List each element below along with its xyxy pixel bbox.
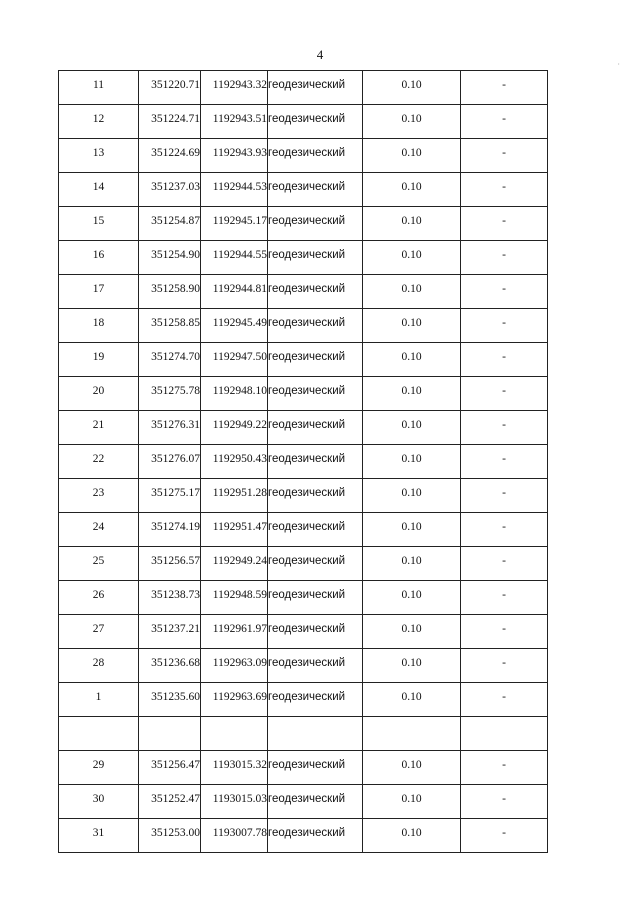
x-coordinate-cell: 351254.87	[139, 207, 201, 241]
table-row	[59, 173, 548, 207]
description-cell: -	[461, 71, 548, 105]
point-number-cell: 27	[59, 615, 139, 649]
accuracy-cell: 0.10	[363, 343, 461, 377]
x-coordinate-cell: 351276.07	[139, 445, 201, 479]
point-number-cell: 16	[59, 241, 139, 275]
point-number-cell: 23	[59, 479, 139, 513]
table-row	[59, 547, 548, 581]
y-coordinate-cell: 1192945.17	[201, 207, 268, 241]
x-coordinate-cell: 351224.71	[139, 105, 201, 139]
x-coordinate-cell: 351237.03	[139, 173, 201, 207]
y-coordinate-cell: 1192963.69	[201, 683, 268, 717]
point-number-cell: 18	[59, 309, 139, 343]
description-cell: -	[461, 581, 548, 615]
accuracy-cell: 0.10	[363, 479, 461, 513]
y-coordinate-cell: 1192943.32	[201, 71, 268, 105]
table-row	[59, 683, 548, 717]
point-number-cell: 15	[59, 207, 139, 241]
method-cell: геодезический	[268, 513, 363, 547]
point-number-cell: 24	[59, 513, 139, 547]
x-coordinate-cell: 351254.90	[139, 241, 201, 275]
x-coordinate-cell: 351275.78	[139, 377, 201, 411]
description-cell: -	[461, 479, 548, 513]
point-number-cell: 22	[59, 445, 139, 479]
accuracy-cell: 0.10	[363, 785, 461, 819]
accuracy-cell: 0.10	[363, 751, 461, 785]
accuracy-cell	[363, 717, 461, 751]
point-number-cell: 12	[59, 105, 139, 139]
description-cell: -	[461, 411, 548, 445]
description-cell: -	[461, 513, 548, 547]
y-coordinate-cell: 1192949.24	[201, 547, 268, 581]
x-coordinate-cell: 351274.70	[139, 343, 201, 377]
table-row	[59, 207, 548, 241]
x-coordinate-cell: 351224.69	[139, 139, 201, 173]
description-cell: -	[461, 547, 548, 581]
table-row	[59, 479, 548, 513]
y-coordinate-cell: 1192963.09	[201, 649, 268, 683]
method-cell: геодезический	[268, 785, 363, 819]
y-coordinate-cell: 1192944.53	[201, 173, 268, 207]
point-number-cell: 30	[59, 785, 139, 819]
method-cell: геодезический	[268, 275, 363, 309]
description-cell: -	[461, 105, 548, 139]
y-coordinate-cell: 1193007.78	[201, 819, 268, 853]
description-cell: -	[461, 445, 548, 479]
point-number-cell: 17	[59, 275, 139, 309]
method-cell: геодезический	[268, 207, 363, 241]
x-coordinate-cell: 351237.21	[139, 615, 201, 649]
description-cell: -	[461, 615, 548, 649]
y-coordinate-cell: 1192947.50	[201, 343, 268, 377]
method-cell: геодезический	[268, 105, 363, 139]
method-cell: геодезический	[268, 649, 363, 683]
description-cell: -	[461, 139, 548, 173]
point-number-cell: 26	[59, 581, 139, 615]
description-cell: -	[461, 241, 548, 275]
method-cell: геодезический	[268, 343, 363, 377]
accuracy-cell: 0.10	[363, 241, 461, 275]
y-coordinate-cell: 1193015.32	[201, 751, 268, 785]
x-coordinate-cell: 351258.85	[139, 309, 201, 343]
method-cell: геодезический	[268, 547, 363, 581]
method-cell: геодезический	[268, 615, 363, 649]
method-cell: геодезический	[268, 173, 363, 207]
table-row	[59, 445, 548, 479]
point-number-cell: 20	[59, 377, 139, 411]
table-row	[59, 717, 548, 751]
accuracy-cell: 0.10	[363, 173, 461, 207]
method-cell: геодезический	[268, 445, 363, 479]
x-coordinate-cell: 351256.57	[139, 547, 201, 581]
table-row	[59, 581, 548, 615]
coordinates-table-body	[59, 71, 548, 853]
method-cell: геодезический	[268, 581, 363, 615]
accuracy-cell: 0.10	[363, 411, 461, 445]
method-cell: геодезический	[268, 411, 363, 445]
table-row	[59, 649, 548, 683]
point-number-cell: 19	[59, 343, 139, 377]
method-cell: геодезический	[268, 683, 363, 717]
method-cell: геодезический	[268, 819, 363, 853]
accuracy-cell: 0.10	[363, 819, 461, 853]
description-cell: -	[461, 173, 548, 207]
x-coordinate-cell: 351252.47	[139, 785, 201, 819]
accuracy-cell: 0.10	[363, 649, 461, 683]
point-number-cell: 13	[59, 139, 139, 173]
y-coordinate-cell: 1192943.93	[201, 139, 268, 173]
table-row	[59, 309, 548, 343]
point-number-cell: 14	[59, 173, 139, 207]
description-cell: -	[461, 683, 548, 717]
method-cell: геодезический	[268, 479, 363, 513]
accuracy-cell: 0.10	[363, 105, 461, 139]
x-coordinate-cell: 351258.90	[139, 275, 201, 309]
description-cell: -	[461, 207, 548, 241]
accuracy-cell: 0.10	[363, 615, 461, 649]
x-coordinate-cell: 351274.19	[139, 513, 201, 547]
point-number-cell: 1	[59, 683, 139, 717]
table-row	[59, 513, 548, 547]
y-coordinate-cell: 1192961.97	[201, 615, 268, 649]
table-row	[59, 785, 548, 819]
point-number-cell: 31	[59, 819, 139, 853]
table-row	[59, 343, 548, 377]
description-cell: -	[461, 649, 548, 683]
method-cell: геодезический	[268, 71, 363, 105]
x-coordinate-cell	[139, 717, 201, 751]
accuracy-cell: 0.10	[363, 139, 461, 173]
x-coordinate-cell: 351276.31	[139, 411, 201, 445]
description-cell: -	[461, 751, 548, 785]
accuracy-cell: 0.10	[363, 513, 461, 547]
x-coordinate-cell: 351275.17	[139, 479, 201, 513]
y-coordinate-cell: 1192943.51	[201, 105, 268, 139]
method-cell: геодезический	[268, 139, 363, 173]
x-coordinate-cell: 351236.68	[139, 649, 201, 683]
description-cell: -	[461, 377, 548, 411]
page-number: 4	[316, 47, 324, 62]
method-cell: геодезический	[268, 377, 363, 411]
description-cell: -	[461, 785, 548, 819]
method-cell: геодезический	[268, 309, 363, 343]
coordinates-table	[58, 70, 548, 853]
y-coordinate-cell: 1193015.03	[201, 785, 268, 819]
y-coordinate-cell: 1192951.28	[201, 479, 268, 513]
point-number-cell	[59, 717, 139, 751]
table-row	[59, 751, 548, 785]
description-cell: -	[461, 275, 548, 309]
y-coordinate-cell: 1192948.59	[201, 581, 268, 615]
description-cell: -	[461, 309, 548, 343]
table-row	[59, 71, 548, 105]
table-row	[59, 105, 548, 139]
y-coordinate-cell: 1192945.49	[201, 309, 268, 343]
accuracy-cell: 0.10	[363, 377, 461, 411]
accuracy-cell: 0.10	[363, 581, 461, 615]
y-coordinate-cell: 1192944.81	[201, 275, 268, 309]
accuracy-cell: 0.10	[363, 309, 461, 343]
x-coordinate-cell: 351238.73	[139, 581, 201, 615]
description-cell: -	[461, 819, 548, 853]
accuracy-cell: 0.10	[363, 445, 461, 479]
point-number-cell: 28	[59, 649, 139, 683]
accuracy-cell: 0.10	[363, 683, 461, 717]
table-row	[59, 275, 548, 309]
x-coordinate-cell: 351235.60	[139, 683, 201, 717]
table-row	[59, 411, 548, 445]
corner-mark: ·	[617, 60, 620, 69]
accuracy-cell: 0.10	[363, 547, 461, 581]
x-coordinate-cell: 351253.00	[139, 819, 201, 853]
table-row	[59, 241, 548, 275]
method-cell	[268, 717, 363, 751]
x-coordinate-cell: 351256.47	[139, 751, 201, 785]
table-row	[59, 819, 548, 853]
accuracy-cell: 0.10	[363, 207, 461, 241]
description-cell: -	[461, 343, 548, 377]
point-number-cell: 29	[59, 751, 139, 785]
y-coordinate-cell: 1192949.22	[201, 411, 268, 445]
point-number-cell: 21	[59, 411, 139, 445]
method-cell: геодезический	[268, 241, 363, 275]
point-number-cell: 25	[59, 547, 139, 581]
method-cell: геодезический	[268, 751, 363, 785]
y-coordinate-cell: 1192944.55	[201, 241, 268, 275]
y-coordinate-cell: 1192948.10	[201, 377, 268, 411]
accuracy-cell: 0.10	[363, 275, 461, 309]
table-row	[59, 377, 548, 411]
y-coordinate-cell: 1192950.43	[201, 445, 268, 479]
description-cell	[461, 717, 548, 751]
y-coordinate-cell: 1192951.47	[201, 513, 268, 547]
accuracy-cell: 0.10	[363, 71, 461, 105]
y-coordinate-cell	[201, 717, 268, 751]
point-number-cell: 11	[59, 71, 139, 105]
table-row	[59, 139, 548, 173]
table-row	[59, 615, 548, 649]
x-coordinate-cell: 351220.71	[139, 71, 201, 105]
